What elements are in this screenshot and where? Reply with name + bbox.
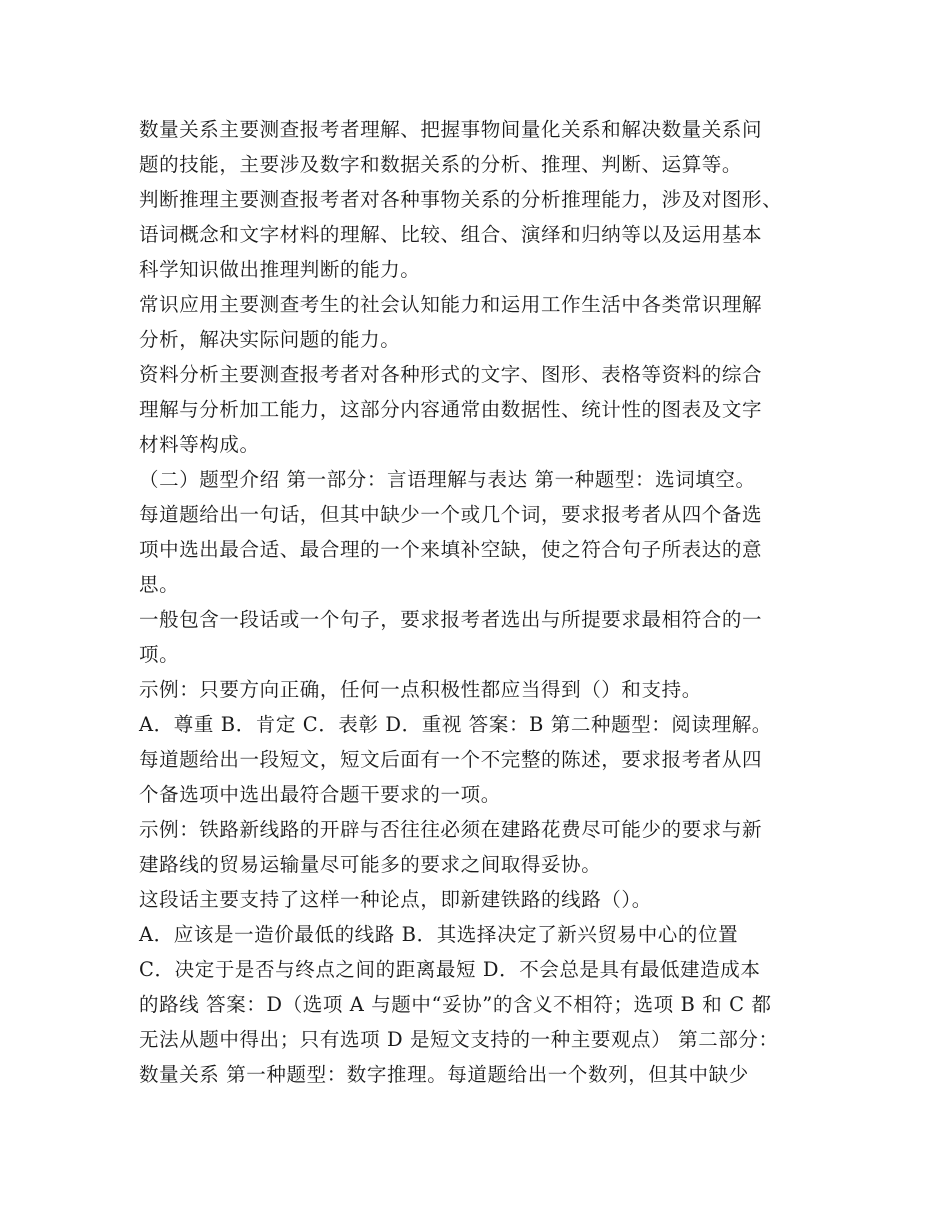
text-line: 常识应用主要测查考生的社会认知能力和运用工作生活中各类常识理解	[139, 293, 763, 316]
text-line: 建路线的贸易运输量尽可能多的要求之间取得妥协。	[139, 853, 602, 876]
text-line: 语词概念和文字材料的理解、比较、组合、演绎和归纳等以及运用基本	[139, 223, 763, 246]
document-body	[139, 112, 829, 1092]
text-line: 资料分析主要测查报考者对各种形式的文字、图形、表格等资料的综合	[139, 363, 763, 386]
text-line: A．应该是一造价最低的线路 B．其选择决定了新兴贸易中心的位置	[139, 923, 739, 946]
text-line: 每道题给出一段短文，短文后面有一个不完整的陈述，要求报考者从四	[139, 748, 763, 771]
text-line: 理解与分析加工能力，这部分内容通常由数据性、统计性的图表及文字	[139, 398, 763, 421]
text-line: 数量关系主要测查报考者理解、把握事物间量化关系和解决数量关系问	[139, 118, 763, 141]
text-line: 示例：铁路新线路的开辟与否往往必须在建路花费尽可能少的要求与新	[139, 818, 763, 841]
text-line: 项。	[139, 643, 180, 666]
text-line: 数量关系 第一种题型：数字推理。每道题给出一个数列，但其中缺少	[139, 1063, 749, 1086]
text-line: 的路线 答案：D（选项 A 与题中“妥协”的含义不相符；选项 B 和 C 都	[139, 993, 772, 1016]
text-line: 题的技能，主要涉及数字和数据关系的分析、推理、判断、运算等。	[139, 153, 743, 176]
text-line: 一般包含一段话或一个句子，要求报考者选出与所提要求最相符合的一	[139, 608, 763, 631]
text-line: （二）题型介绍 第一部分：言语理解与表达 第一种题型：选词填空。	[139, 468, 756, 491]
text-line: A．尊重 B．肯定 C．表彰 D．重视 答案：B 第二种题型：阅读理解。	[139, 713, 772, 736]
text-line: 这段话主要支持了这样一种论点，即新建铁路的线路（）。	[139, 888, 652, 911]
text-line: 科学知识做出推理判断的能力。	[139, 258, 421, 281]
text-line: 项中选出最合适、最合理的一个来填补空缺，使之符合句子所表达的意	[139, 538, 763, 561]
text-line: 判断推理主要测查报考者对各种事物关系的分析推理能力，涉及对图形、	[139, 188, 783, 211]
text-line: 无法从题中得出；只有选项 D 是短文支持的一种主要观点） 第二部分：	[139, 1028, 779, 1051]
text-line: 思。	[139, 573, 180, 596]
text-line: 个备选项中选出最符合题干要求的一项。	[139, 783, 501, 806]
text-line: 每道题给出一句话，但其中缺少一个或几个词，要求报考者从四个备选	[139, 503, 763, 526]
text-line: 分析，解决实际问题的能力。	[139, 328, 401, 351]
text-line: C．决定于是否与终点之间的距离最短 D．不会总是具有最低建造成本	[139, 958, 761, 981]
text-line: 材料等构成。	[139, 433, 260, 456]
text-line: 示例：只要方向正确，任何一点积极性都应当得到（）和支持。	[139, 678, 702, 701]
